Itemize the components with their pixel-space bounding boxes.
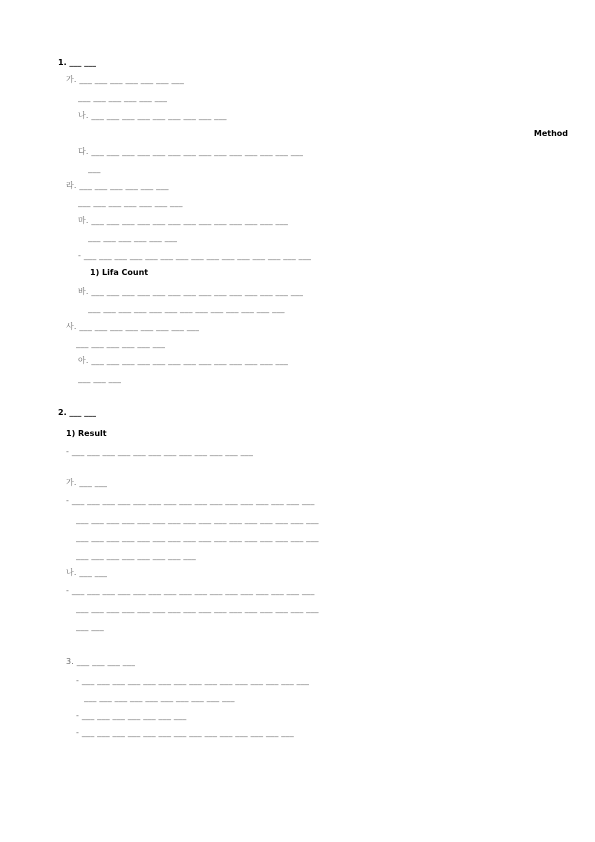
s2-sub2-line2: ___ ___ ___ ___ ___ ___ ___ ___ ___ ___ ___ ___ ___ ___ ___ ___ xyxy=(76,604,319,613)
s1-item5-line2: ___ ___ ___ ___ ___ ___ xyxy=(76,339,166,348)
s1-item5-line3: 아. ___ ___ ___ ___ ___ ___ ___ ___ ___ ___ ___ ___ ___ xyxy=(78,356,289,365)
s1-item3-line4: ___ ___ ___ ___ ___ ___ xyxy=(88,233,178,242)
s2-sub2-line3: ___ ___ xyxy=(76,622,104,631)
s1-item3-line1: 라. ___ ___ ___ ___ ___ ___ xyxy=(66,181,169,190)
section1-heading: 1. ___ ___ xyxy=(58,58,97,67)
section3-heading: 3. ___ ___ ___ ___ xyxy=(66,657,136,666)
s1-item2-line2: ___ xyxy=(88,164,101,173)
s3-line3: - ___ ___ ___ ___ ___ ___ ___ xyxy=(76,711,187,720)
s1-item2-line1: 다. ___ ___ ___ ___ ___ ___ ___ ___ ___ ___ ___ ___ ___ ___ xyxy=(78,147,304,156)
s1-item5-line1: 사. ___ ___ ___ ___ ___ ___ ___ ___ xyxy=(66,322,200,331)
label-method: Method xyxy=(533,129,568,138)
label-count: 1) Lifa Count xyxy=(90,268,149,277)
s2-sub2-line1: - ___ ___ ___ ___ ___ ___ ___ ___ ___ ___ ___ ___ ___ ___ ___ ___ xyxy=(66,586,315,595)
s1-item5-line4: ___ ___ ___ xyxy=(78,374,122,383)
s1-item3-line3: 마. ___ ___ ___ ___ ___ ___ ___ ___ ___ ___ ___ ___ ___ xyxy=(78,216,289,225)
section2-heading: 2. ___ ___ xyxy=(58,408,97,417)
s3-line2: ___ ___ ___ ___ ___ ___ ___ ___ ___ ___ xyxy=(84,693,235,702)
s1-item1-line1: 가. ___ ___ ___ ___ ___ ___ ___ xyxy=(66,75,185,84)
result-line: - ___ ___ ___ ___ ___ ___ ___ ___ ___ ___ ___ ___ xyxy=(66,447,254,456)
s3-line4: - ___ ___ ___ ___ ___ ___ ___ ___ ___ ___ ___ ___ ___ ___ xyxy=(76,728,294,737)
s1-item4-line2: ___ ___ ___ ___ ___ ___ ___ ___ ___ ___ ___ ___ ___ xyxy=(88,304,285,313)
s2-sub1-line3: ___ ___ ___ ___ ___ ___ ___ ___ ___ ___ ___ ___ ___ ___ ___ ___ xyxy=(76,533,319,542)
s2-sub1-line1: - ___ ___ ___ ___ ___ ___ ___ ___ ___ ___ ___ ___ ___ ___ ___ ___ xyxy=(66,496,315,505)
s2-sub2-heading: 나. ___ ___ xyxy=(66,568,108,577)
s2-sub1-line4: ___ ___ ___ ___ ___ ___ ___ ___ xyxy=(76,551,197,560)
s1-item3-line2: ___ ___ ___ ___ ___ ___ ___ xyxy=(78,198,183,207)
s1-item1-line2: ___ ___ ___ ___ ___ ___ xyxy=(78,93,168,102)
s2-sub1-line2: ___ ___ ___ ___ ___ ___ ___ ___ ___ ___ ___ ___ ___ ___ ___ ___ xyxy=(76,515,319,524)
s2-sub1-heading: 가. ___ ___ xyxy=(66,478,108,487)
s1-item4-line1: 바. ___ ___ ___ ___ ___ ___ ___ ___ ___ ___ ___ ___ ___ ___ xyxy=(78,287,304,296)
s3-line1: - ___ ___ ___ ___ ___ ___ ___ ___ ___ ___ ___ ___ ___ ___ ___ xyxy=(76,676,310,685)
s1-item1-line3: 나. ___ ___ ___ ___ ___ ___ ___ ___ ___ xyxy=(78,111,227,120)
label-result: 1) Result xyxy=(66,429,107,438)
s1-item3-line5: - ___ ___ ___ ___ ___ ___ ___ ___ ___ ___ ___ ___ ___ ___ ___ xyxy=(78,251,312,260)
